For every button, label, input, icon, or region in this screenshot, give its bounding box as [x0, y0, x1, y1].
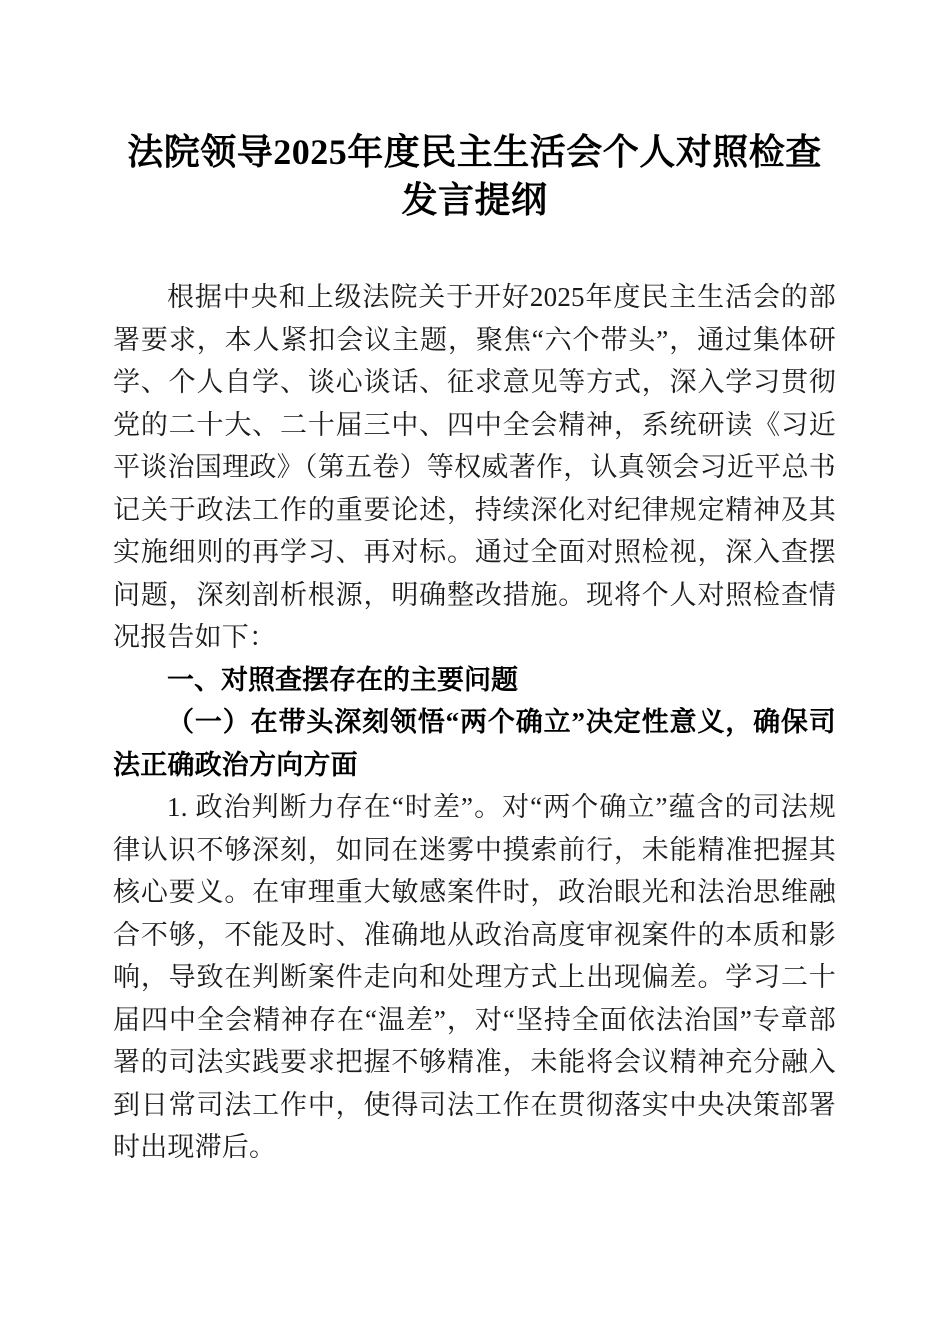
subsection-heading-one: （一）在带头深刻领悟“两个确立”决定性意义，确保司法正确政治方向方面: [113, 707, 836, 780]
page-title: [113, 0, 836, 224]
intro-paragraph: 根据中央和上级法院关于开好2025年度民主生活会的部署要求，本人紧扣会议主题，聚焦“六个带头”，通过集体研学、个人自学、谈心谈话、征求意见等方式，深入学习贯彻党的二十大、二十届三中、四中全会精神，系统研读《习近平谈治国理政》（第五卷）等权威著作，认真领会习近平总书记关于政法工作的重要论述，持续深化对纪律规定精神及其实施细则的再学习、再对标。通过全面对照检视，深入查摆问题，深刻剖析根源，明确整改措施。现将个人对照检查情况报告如下：: [113, 282, 836, 652]
item-1-paragraph: 1. 政治判断力存在“时差”。对“两个确立”蕴含的司法规律认识不够深刻，如同在迷雾中摸索前行，未能精准把握其核心要义。在审理重大敏感案件时，政治眼光和法治思维融合不够，不能及时、准确地从政治高度审视案件的本质和影响，导致在判断案件走向和处理方式上出现偏差。学习二十届四中全会精神存在“温差”，对“坚持全面依法治国”专章部署的司法实践要求把握不够精准，未能将会议精神充分融入到日常司法工作中，使得司法工作在贯彻落实中央决策部署时出现滞后。: [113, 792, 836, 1162]
page-title-line-2: 发言提纲: [401, 180, 548, 220]
section-heading-one: 一、对照查摆存在的主要问题: [167, 664, 518, 695]
page-title-line-1: 法院领导2025年度民主生活会个人对照检查: [127, 132, 822, 172]
document-content: [113, 0, 836, 1169]
